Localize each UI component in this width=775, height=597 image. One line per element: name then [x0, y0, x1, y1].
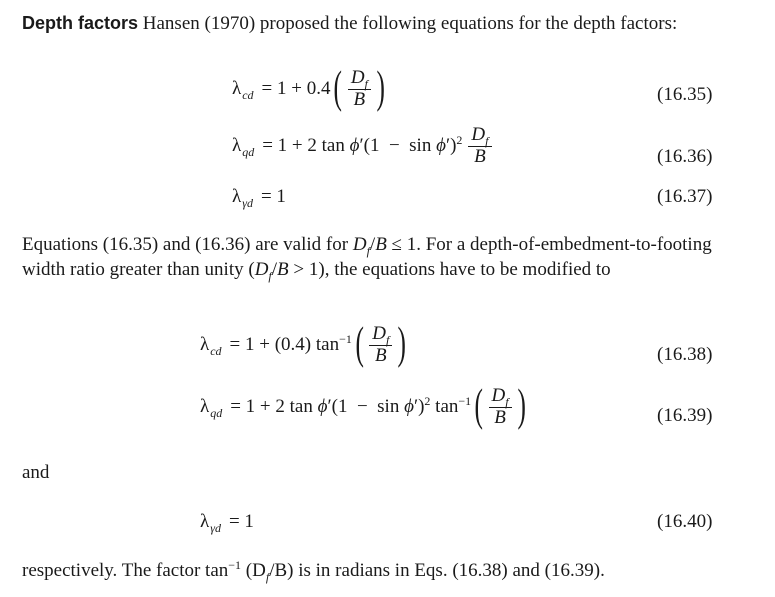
- equation-16-36: λ qd = 1 + 2 $\tan \phi'(1 - \sin \phi')^2$ $\frac{D_f}{B}$: [232, 125, 494, 167]
- equation-16-39: λ qd = 1 + 2 $\tan \phi'(1 - \sin \phi')^2$ $\tan^{-1}$ ( $\frac{D_f}{B}$ ): [200, 379, 526, 430]
- heading-line: [22, 13, 677, 35]
- equation-16-38: λ cd = 1 + (0.4) $\tan^{-1}$ ( $\frac{D_f}{B}$ ): [200, 317, 407, 368]
- eq-number: (16.40): [657, 511, 713, 532]
- equation-16-35: λ cd = 1 + 0.4 ( $\frac{D_f}{B}$ ): [232, 61, 385, 112]
- eq-number: (16.36): [657, 146, 713, 167]
- closing-line: respectively. The factor $\tan^{-1} (D_f/B)$ is in radians in Eqs. (16.38) and (16.39).: [22, 558, 605, 584]
- equation-16-37: λ γd = 1: [232, 186, 286, 210]
- eq-number: (16.39): [657, 405, 713, 426]
- eq-number: (16.35): [657, 84, 713, 105]
- heading-text: Hansen (1970) proposed the following equations for the depth factors:: [142, 13, 678, 34]
- eq-number: (16.38): [657, 344, 713, 365]
- equation-16-40: λ γd = 1: [200, 511, 254, 535]
- and-text: and: [22, 462, 50, 483]
- paragraph-validity: Equations (16.35) and (16.36) are valid for $D_f/B \le 1$. For a depth-of-embedment-to-footing width ratio greater than unity $(D_f/B > 1)$, the equations have to be modified to: [22, 234, 712, 283]
- heading-bold: Depth factors: [22, 13, 139, 33]
- eq-number: (16.37): [657, 186, 713, 207]
